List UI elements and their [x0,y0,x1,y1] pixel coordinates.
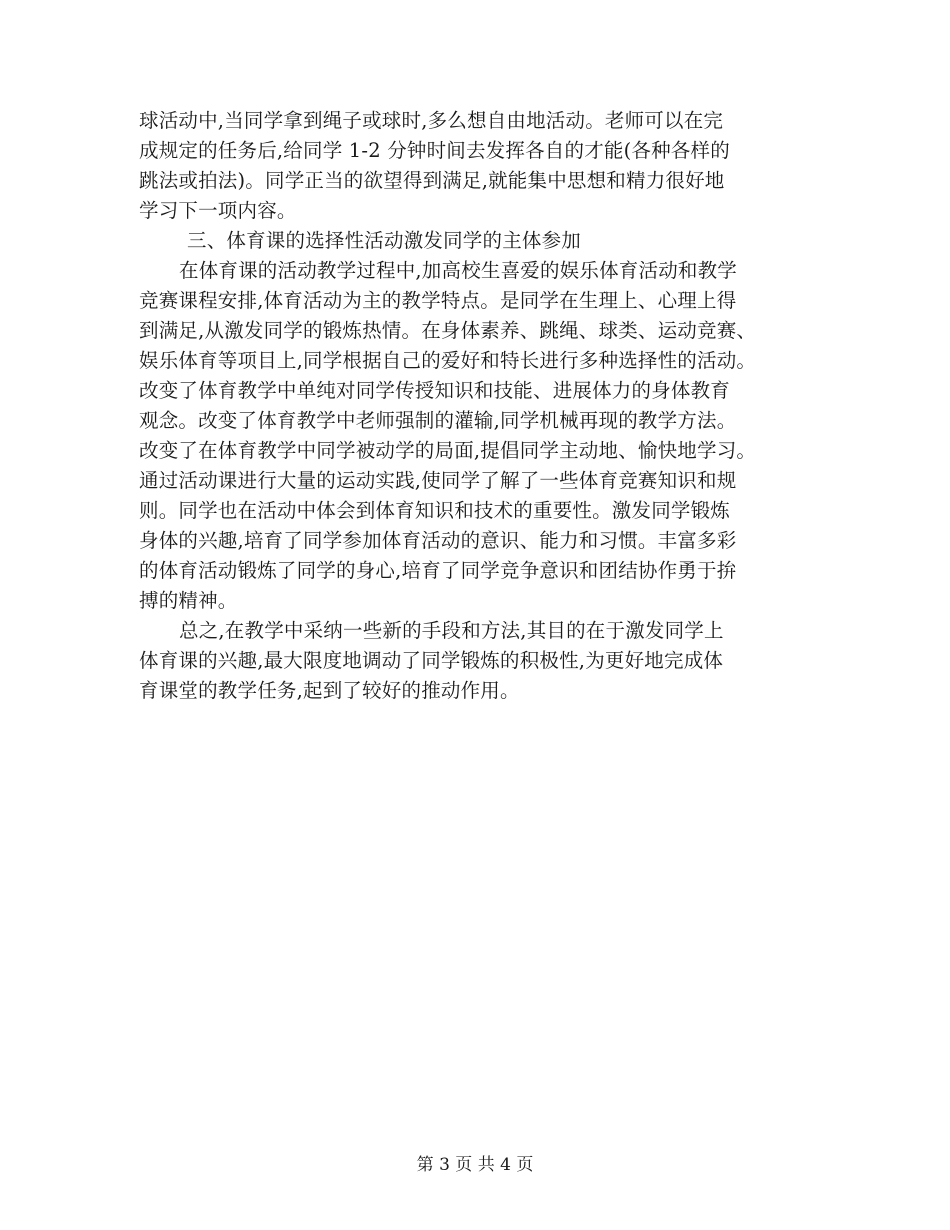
document-body [139,106,829,706]
text-line-8: 到满足,从激发同学的锻炼热情。在身体素养、跳绳、球类、运动竞赛、 [139,319,757,342]
text-line-10: 改变了体育教学中单纯对同学传授知识和技能、进展体力的身体教育 [139,379,731,402]
text-line-1: 球活动中,当同学拿到绳子或球时,多么想自由地活动。老师可以在完 [139,109,724,132]
text-line-16: 的体育活动锻炼了同学的身心,培育了同学竞争意识和团结协作勇于拚 [139,559,737,582]
text-line-13: 通过活动课进行大量的运动实践,使同学了解了一些体育竞赛知识和规 [139,469,737,492]
text-line-3: 跳法或拍法)。同学正当的欲望得到满足,就能集中思想和精力很好地 [139,169,725,192]
text-line-12: 改变了在体育教学中同学被动学的局面,提倡同学主动地、愉快地学习。 [139,439,757,462]
text-line-18: 总之,在教学中采纳一些新的手段和方法,其目的在于激发同学上 [179,619,724,642]
text-line-6: 在体育课的活动教学过程中,加高校生喜爱的娱乐体育活动和教学 [179,259,737,282]
text-line-7: 竞赛课程安排,体育活动为主的教学特点。是同学在生理上、心理上得 [139,289,737,312]
text-line-20: 育课堂的教学任务,起到了较好的推动作用。 [139,679,520,702]
text-line-17: 搏的精神。 [139,589,238,612]
text-line-19: 体育课的兴趣,最大限度地调动了同学锻炼的积极性,为更好地完成体 [139,649,724,672]
text-line-11: 观念。改变了体育教学中老师强制的灌输,同学机械再现的教学方法。 [139,409,737,432]
text-line-9: 娱乐体育等项目上,同学根据自己的爱好和特长进行多种选择性的活动。 [139,349,757,372]
text-line-15: 身体的兴趣,培育了同学参加体育活动的意识、能力和习惯。丰富多彩 [139,529,737,552]
section-heading: 三、体育课的选择性活动激发同学的主体参加 [187,229,582,252]
page-number-footer: 第 3 页 共 4 页 [416,1155,534,1175]
text-line-14: 则。同学也在活动中体会到体育知识和技术的重要性。激发同学锻炼 [139,499,731,522]
text-line-4: 学习下一项内容。 [139,199,297,222]
text-line-2: 成规定的任务后,给同学 1-2 分钟时间去发挥各自的才能(各种各样的 [139,139,730,162]
